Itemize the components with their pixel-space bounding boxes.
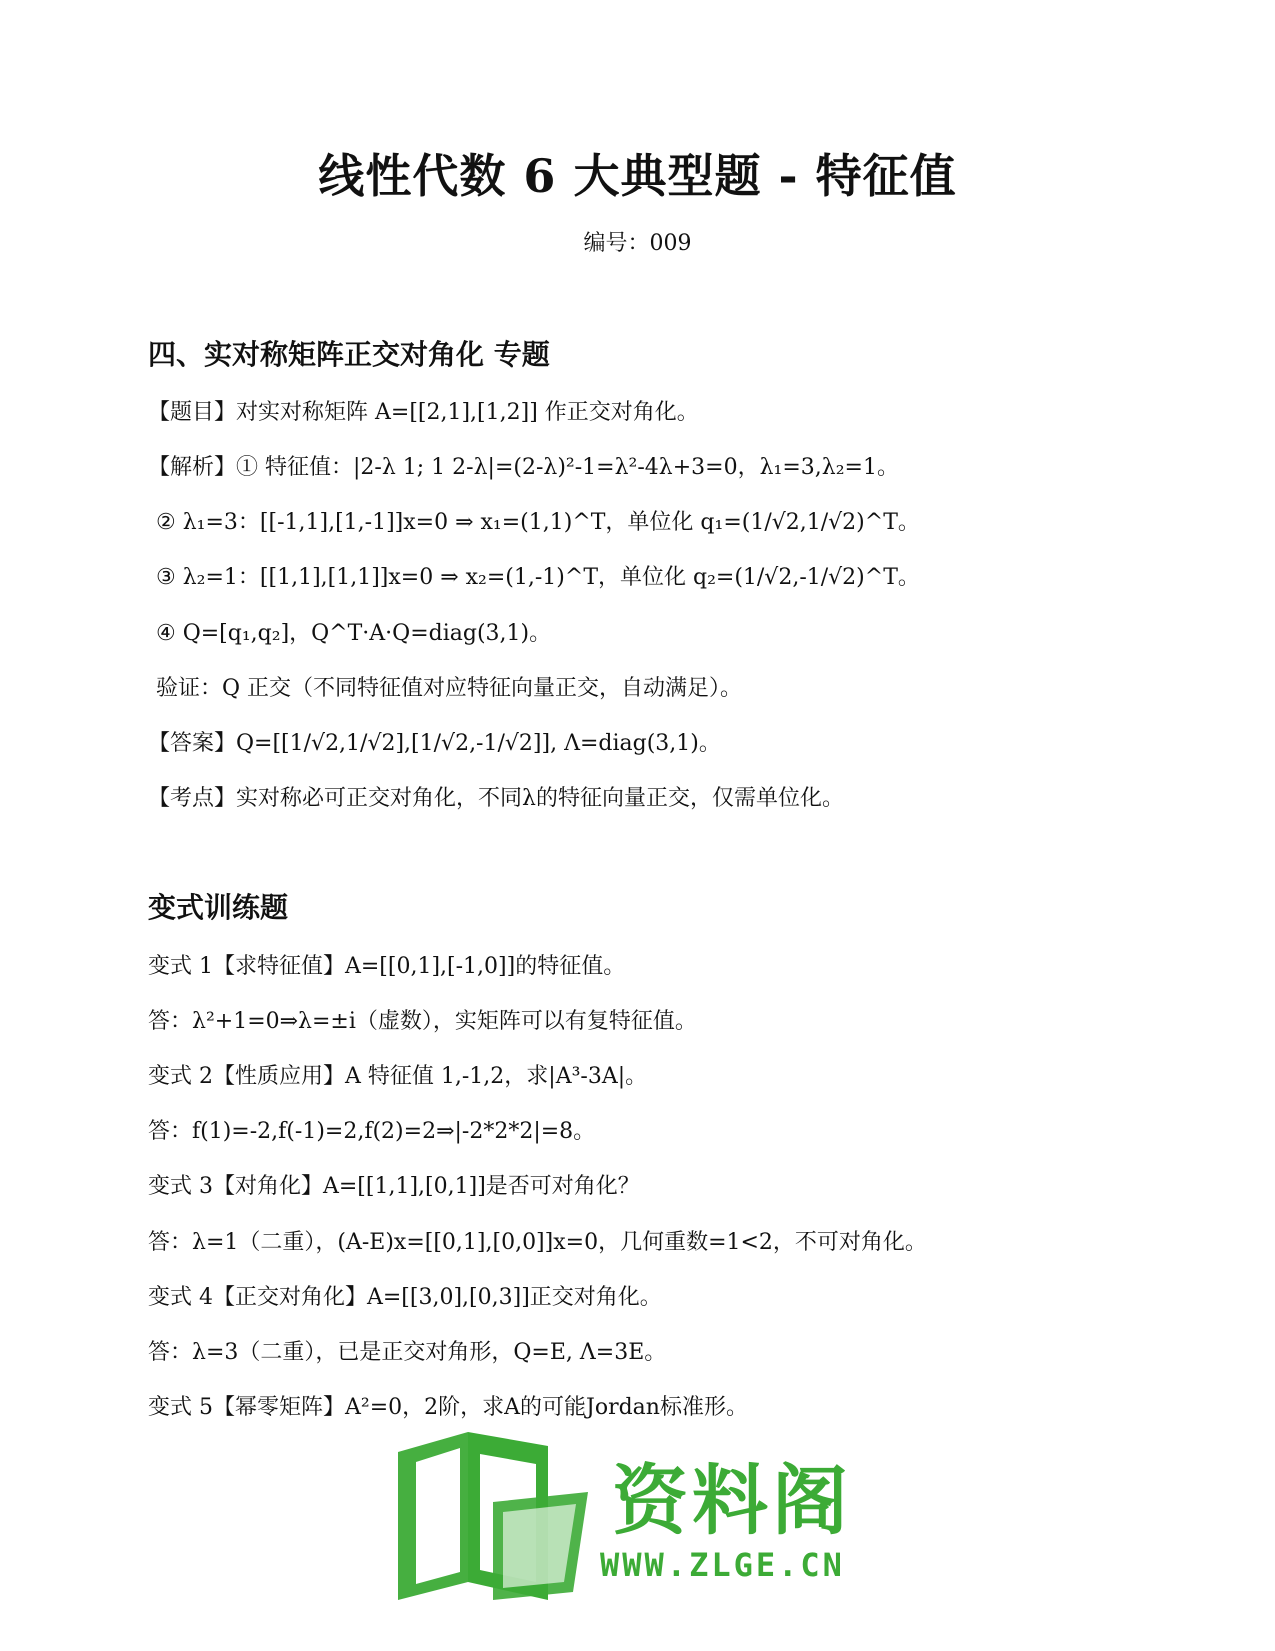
variant-4-question: 变式 4【正交对角化】A=[[3,0],[0,3]]正交对角化。 <box>148 1285 662 1310</box>
variant-3-question: 变式 3【对角化】A=[[1,1],[0,1]]是否可对角化？ <box>148 1174 640 1199</box>
variant-2-question: 变式 2【性质应用】A 特征值 1,-1,2，求|A³-3A|。 <box>148 1064 648 1089</box>
watermark-brand: 资料阁 <box>612 1456 852 1545</box>
key-point-line: 【考点】实对称必可正交对角化，不同λ的特征向量正交，仅需单位化。 <box>148 786 844 811</box>
variant-3-answer: 答：λ=1（二重），(A-E)x=[[0,1],[0,0]]x=0，几何重数=1<2，不可对角化。 <box>148 1230 927 1255</box>
watermark-url: WWW.ZLGE.CN <box>600 1546 845 1584</box>
analysis-step-1: 【解析】① 特征值：|2-λ 1; 1 2-λ|=(2-λ)²-1=λ²-4λ+3=0，λ₁=3,λ₂=1。 <box>148 455 899 480</box>
section-heading-variants: 变式训练题 <box>148 891 289 924</box>
problem-statement: 【题目】对实对称矩阵 A=[[2,1],[1,2]] 作正交对角化。 <box>148 400 699 425</box>
section-heading-orthogonal-diagonalization: 四、实对称矩阵正交对角化 专题 <box>148 338 550 371</box>
variant-4-answer: 答：λ=3（二重），已是正交对角形，Q=E, Λ=3E。 <box>148 1340 667 1365</box>
variant-5-question: 变式 5【幂零矩阵】A²=0，2阶，求A的可能Jordan标准形。 <box>148 1395 748 1420</box>
variant-1-question: 变式 1【求特征值】A=[[0,1],[-1,0]]的特征值。 <box>148 954 626 979</box>
page-title: 线性代数 6 大典型题 - 特征值 <box>318 149 957 203</box>
variant-2-answer: 答：f(1)=-2,f(-1)=2,f(2)=2⇒|-2*2*2|=8。 <box>148 1119 596 1144</box>
variant-1-answer: 答：λ²+1=0⇒λ=±i（虚数），实矩阵可以有复特征值。 <box>148 1009 697 1034</box>
document-serial: 编号：009 <box>583 231 692 256</box>
analysis-step-3: ③ λ₂=1：[[1,1],[1,1]]x=0 ⇒ x₂=(1,-1)^T，单位化 q₂=(1/√2,-1/√2)^T。 <box>156 565 920 590</box>
verification-line: 验证：Q 正交（不同特征值对应特征向量正交，自动满足）。 <box>156 676 743 701</box>
analysis-step-4: ④ Q=[q₁,q₂]，Q^T·A·Q=diag(3,1)。 <box>156 621 552 646</box>
answer-line: 【答案】Q=[[1/√2,1/√2],[1/√2,-1/√2]], Λ=diag(3,1)。 <box>148 731 721 756</box>
analysis-step-2: ② λ₁=3：[[-1,1],[1,-1]]x=0 ⇒ x₁=(1,1)^T，单位化 q₁=(1/√2,1/√2)^T。 <box>156 510 920 535</box>
